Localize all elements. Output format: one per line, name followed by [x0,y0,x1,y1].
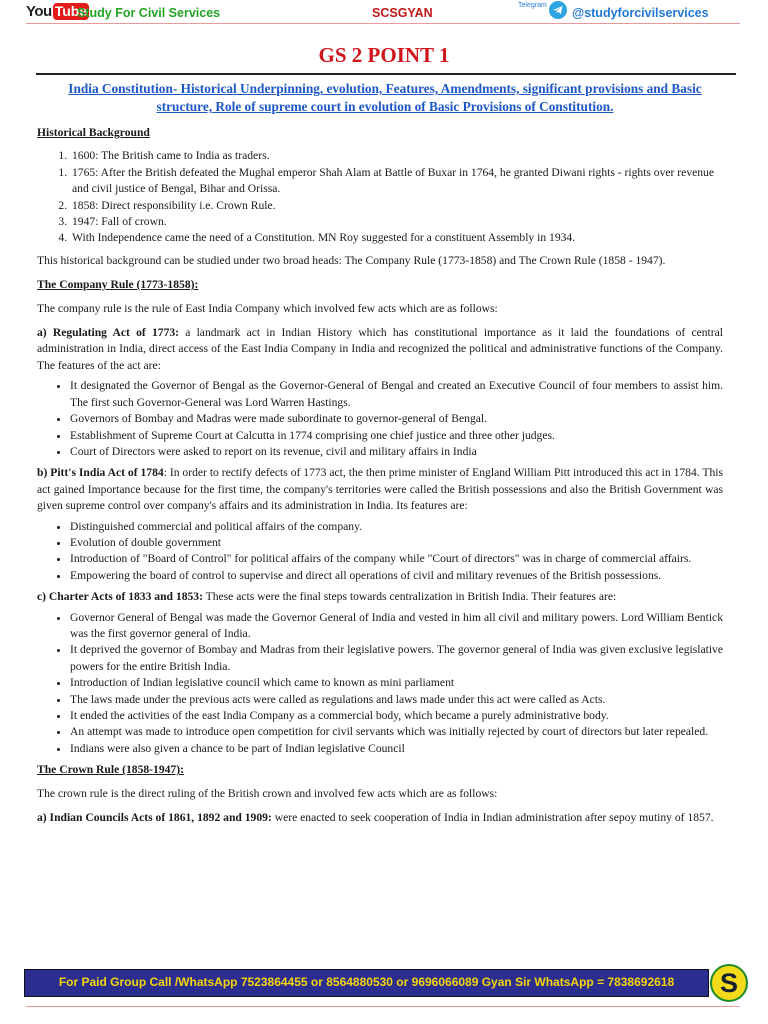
telegram-handle[interactable]: @studyforcivilservices [572,6,709,20]
list-item: • Governor General of Bengal was made the Governor General of India and vested in him all civil and military powers. Lord William Bentick was the first governor general of India. [70,610,723,643]
regulating-act-label: a) Regulating Act of 1773: [37,326,180,340]
pitts-act-points [37,519,723,585]
list-item: • Indians were also given a chance to be part of Indian legislative Council [70,741,723,757]
list-item: • The laws made under the previous acts were called as regulations and laws made under this act were called as Acts. [70,692,723,708]
footer-divider [26,1006,740,1007]
list-item: • Introduction of "Board of Control" for political affairs of the company while "Court of directors" was in charge of commercial affairs. [70,551,723,567]
councils-acts-paragraph [37,810,723,826]
crown-rule-intro: The crown rule is the direct ruling of the British crown and involved few acts which are as follows: [37,786,498,800]
list-item: • Establishment of Supreme Court at Calcutta in 1774 comprising one chief justice and three other judges. [70,428,723,444]
charter-acts-paragraph [37,589,723,605]
list-item: • Distinguished commercial and political affairs of the company. [70,519,723,535]
brand-tag: SCSGYAN [372,6,433,20]
list-item: 1. 1600: The British came to India as traders. [70,148,723,164]
telegram-label: Telegram [518,2,547,9]
regulating-act-text: a landmark act in Indian History which has constitutional importance as it laid the foundations of central administration in India, direct access of the East India Company in India and recognized the political and administrative functions of the Company. The features of the act are: [37,326,723,372]
section-heading-crown-rule: The Crown Rule (1858-1947): [37,763,184,777]
list-item: • It deprived the governor of Bombay and Madras from their legislative powers. The governor general of India was given exclusive legislative powers for the entire British India. [70,642,723,675]
page-subtitle: India Constitution- Historical Underpinning, evolution, Features, Amendments, significant provisions and Basic structure, Role of supreme court in evolution of Basic Provisions of Constitution. [68,81,702,114]
pitts-act-label: b) Pitt's India Act of 1784 [37,466,164,480]
regulating-act-points [37,378,723,460]
title-divider [36,73,736,75]
list-item: 2. 1858: Direct responsibility i.e. Crown Rule. [70,198,723,214]
list-item: • Evolution of double government [70,535,723,551]
historical-summary: This historical background can be studied under two broad heads: The Company Rule (1773-1858) and The Crown Rule (1858 - 1947). [37,253,666,267]
councils-acts-text: were enacted to seek cooperation of India in Indian administration after sepoy mutiny of 1857. [271,811,714,825]
list-item: • Empowering the board of control to supervise and direct all operations of civil and military revenues of the British possessions. [70,568,723,584]
youtube-logo-you: You [26,2,52,20]
councils-acts-label: a) Indian Councils Acts of 1861, 1892 and 1909: [37,811,272,825]
list-item: • Governors of Bombay and Madras were made subordinate to governor-general of Bengal. [70,411,723,427]
document-body [37,125,723,830]
telegram-icon[interactable] [549,1,567,19]
channel-name[interactable]: Study For Civil Services [77,6,221,20]
header-divider [26,23,740,24]
list-item: • An attempt was made to introduce open competition for civil servants which was initially rejected by court of directors but later repealed. [70,724,723,740]
historical-list [37,148,723,246]
page-title: GS 2 POINT 1 [318,43,450,67]
youtube-logo-tube: Tube [54,2,88,19]
pitts-act-text: : In order to rectify defects of 1773 act, the then prime minister of England William Pitt introduced this act in 1784. This act gained Importance because for the first time, the company's territories were called the British possessions and also the British Government was given supreme control over company's affairs and its administration in India. Its features are: [37,466,723,513]
section-heading-company-rule: The Company Rule (1773-1858): [37,278,199,292]
list-item: • Court of Directors were asked to report on its revenue, civil and military affairs in India [70,444,723,460]
list-item: • It ended the activities of the east India Company as a commercial body, which became a purely administrative body. [70,708,723,724]
list-item: 1. 1765: After the British defeated the Mughal emperor Shah Alam at Battle of Buxar in 1764, he granted Diwani rights - rights over revenue and civil justice of Bengal, Bihar and Orissa. [70,165,723,198]
pitts-act-paragraph [37,465,723,514]
charter-acts-text: These acts were the final steps towards centralization in British India. Their features are: [202,590,617,604]
charter-acts-label: c) Charter Acts of 1833 and 1853: [37,590,203,604]
list-item: • It designated the Governor of Bengal as the Governor-General of Bengal and created an Executive Council of four members to assist him. The first such Governor-General was Lord Warren Hastings. [70,378,723,411]
section-heading-historical: Historical Background [37,126,150,139]
contact-banner[interactable] [24,969,709,997]
page-header [0,0,768,26]
list-item: • Introduction of Indian legislative council which came to known as mini parliament [70,675,723,691]
company-rule-intro: The company rule is the rule of East India Company which involved few acts which are as follows: [37,301,498,315]
charter-acts-points [37,610,723,758]
list-item: 4. With Independence came the need of a Constitution. MN Roy suggested for a constituent Assembly in 1934. [70,230,723,246]
brand-s-logo-icon: S [710,964,748,1002]
list-item: 3. 1947: Fall of crown. [70,214,723,230]
regulating-act-paragraph [37,325,723,374]
contact-banner-text: For Paid Group Call /WhatsApp 7523864455 or 8564880530 or 9696066089 Gyan Sir WhatsApp = 7838692618 [58,975,675,989]
